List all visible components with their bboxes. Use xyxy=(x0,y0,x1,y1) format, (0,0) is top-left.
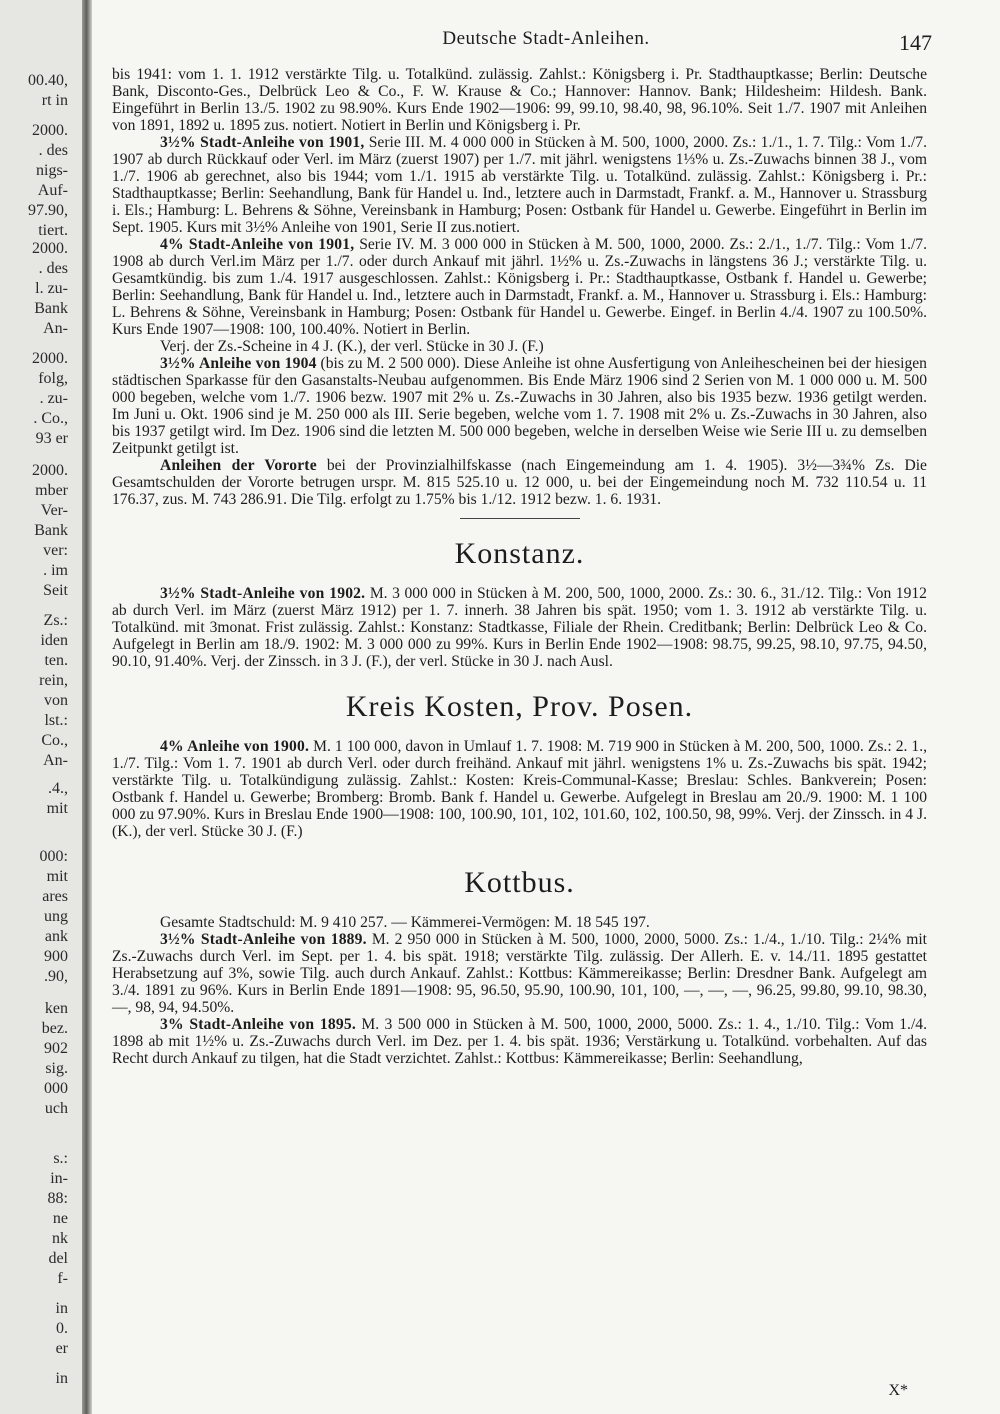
loan-entry-paragraph xyxy=(112,457,927,508)
gutter-text-fragment: . im xyxy=(43,562,68,579)
loan-title: 3½% Anleihe von 1904 xyxy=(160,355,317,372)
gutter-text-fragment: 000 xyxy=(44,1080,68,1097)
loan-title: 4% Anleihe von 1900. xyxy=(160,738,310,755)
gutter-text-fragment: er xyxy=(55,1340,68,1357)
gutter-text-fragment: mit xyxy=(46,800,68,817)
gutter-text-fragment: 902 xyxy=(44,1040,68,1057)
gutter-text-fragment: .4., xyxy=(48,780,68,797)
gutter-text-fragment: Bank xyxy=(34,300,68,317)
loan-entry-text: M. 1 100 000, davon in Umlauf 1. 7. 1908: M. 719 900 in Stücken à M. 200, 500, 1000. Zs.: 2. 1., 1./7. Tilg.: Vom 1. 7. 1901 ab durch Verl. oder durch freihänd. Ankauf mit jährl. wenigstens 1% u. Zs.-Zuwachs bis spät. 1942; verstärkte Tilg. u. Totalkündigung zulässig. Zahlst.: Kosten: Kreis-Communal-Kasse; Breslau: Schles. Bankverein; Posen: Ostbank f. Handel u. Gewerbe; Bromberg: Bromb. Bank f. Handel u. Gewerbe. Aufgelegt in Breslau am 20./9. 1900: M. 1 100 000 zu 97.90%. Kurs in Breslau Ende 1900—1908: 100, 100.90, 101, 102, 101.60, 102, 100.50, 98, 99%. Verj. der Zinssch. in 4 J. (K.), der verl. Stücke 30 J. (F.) xyxy=(112,738,928,840)
loan-entry-text: (bis zu M. 2 500 000). Diese Anleihe ist ohne Ausfertigung von Anleihescheinen bei der hiesigen städtischen Sparkasse für den Gasanstalts-Neubau aufgenommen. Bis Ende März 1906 sind 2 Serien von M. 1 000 000 u. M. 500 000 begeben, welche vom 1./7. 1906 bezw. 1907 mit 2% u. Zs.-Zuwachs in 30 Jahren, also bis 1935 bezw. 1936 getilgt werden. Im Juni u. Okt. 1906 sind je M. 250 000 als III. Serie begeben, welche vom 1. 7. 1908 mit 2% u. Zs.-Zuwachs in 30 Jahren, also bis 1937 getilgt wird. Im Dez. 1906 sind die letzten M. 500 000 begeben, welche in derselben Weise wie Serie III u. zu demselben Zeitpunkt getilgt ist. xyxy=(112,355,927,457)
gutter-text-fragment: in xyxy=(55,1300,68,1317)
loan-entry-text: bis 1941: vom 1. 1. 1912 verstärkte Tilg. u. Totalkünd. zulässig. Zahlst.: Königsberg i. Pr. Stadthauptkasse; Berlin: Deutsche Bank, Disconto-Ges., Delbrück Leo & Co., F. W. Krause & Co.; Hannover: Hannov. Bank; Hildesheim: Hildesh. Bank. Eingeführt in Berlin 13./5. 1902 zu 98.90%. Kurs Ende 1902—1906: 99, 99.10, 98.40, 98, 96.10%. Seit 1./7. 1907 mit Anleihen von 1891, 1892 u. 1895 zus. notiert. Notiert in Berlin und Königsberg i. Pr. xyxy=(112,66,927,134)
gutter-text-fragment: ne xyxy=(52,1210,68,1227)
loan-title: 3% Stadt-Anleihe von 1895. xyxy=(160,1016,356,1033)
gutter-text-fragment: mber xyxy=(35,482,68,499)
gutter-text-fragment: lst.: xyxy=(44,712,68,729)
loan-entry-text: Serie III. M. 4 000 000 in Stücken à M. 500, 1000, 2000. Zs.: 1./1., 1. 7. Tilg.: Vom 1./7. 1907 ab durch Rückkauf oder Verl. im März (zuerst 1907) per 1./7. mit jährl. wenigstens 1⅓% u. Zs.-Zuwachs binnen 38 J., vom 1./7. 1906 ab gerechnet, also bis 1944; vom 1./1. 1915 ab verstärkte Tilg. u. Totalkünd. zulässig. Zahlst.: Königsberg i. Pr.: Stadthauptkasse; Berlin: Seehandlung, Bank für Handel u. Ind., letztere auch in Darmstadt, Frankf. a. M., Hannover u. Strassburg i. Els.; Hamburg: L. Behrens & Söhne, Vereinsbank in Hamburg; Posen: Ostbank für Handel u. Gewerbe. Eingeführt in Berlin im Sept. 1905. Kurs mit 3½% Anleihe von 1901, Serie II zus.notiert. xyxy=(112,134,927,236)
gutter-text-fragment: nigs- xyxy=(36,162,68,179)
gutter-text-fragment: tiert. xyxy=(38,222,68,239)
gutter-text-fragment: ver: xyxy=(43,542,68,559)
gutter-text-fragment: l. zu- xyxy=(35,280,68,297)
gutter-text-fragment: in- xyxy=(50,1170,68,1187)
gutter-text-fragment: Zs.: xyxy=(43,612,68,629)
gutter-text-fragment: s.: xyxy=(53,1150,68,1167)
gutter-text-fragment: rein, xyxy=(39,672,68,689)
loan-title: 3½% Stadt-Anleihe von 1901, xyxy=(160,134,365,151)
gutter-text-fragment: 2000. xyxy=(32,462,68,479)
gutter-text-fragment: 00.40, xyxy=(28,72,68,89)
loan-entry-text: Verj. der Zs.-Scheine in 4 J. (K.), der verl. Stücke in 30 J. (F.) xyxy=(160,338,544,355)
gutter-text-fragment: sig. xyxy=(45,1060,68,1077)
section-heading: Konstanz. xyxy=(454,537,585,570)
gutter-text-fragment: 2000. xyxy=(32,350,68,367)
gutter-text-fragment: iden xyxy=(40,632,68,649)
loan-title: 3½% Stadt-Anleihe von 1889. xyxy=(160,931,367,948)
gutter-text-fragment: von xyxy=(44,692,68,709)
loan-entry-paragraph xyxy=(112,1016,927,1067)
loan-title: 4% Stadt-Anleihe von 1901, xyxy=(160,236,355,253)
loan-entry-paragraph xyxy=(112,236,927,338)
loan-entry-paragraph xyxy=(112,66,927,134)
gutter-text-fragment: in xyxy=(55,1370,68,1387)
loan-entry-text: bei der Provinzialhilfskasse (nach Eingemeindung am 1. 4. 1905). 3½—3¾% Zs. Die Gesamtschulden der Vororte betrugen urspr. M. 815 525.10 u. 12 000, u. bei der Eingemeindung noch M. 732 110.54 u. 11 176.37, zus. M. 743 286.91. Die Tilg. erfolgt zu 1.75% bis 1./12. 1912 bezw. 1. 6. 1931. xyxy=(112,457,927,508)
gutter-text-fragment: Co., xyxy=(41,732,68,749)
loan-entry-paragraph xyxy=(112,585,927,670)
loan-entry-text: M. 3 500 000 in Stücken à M. 500, 1000, 2000, 5000. Zs.: 1. 4., 1./10. Tilg.: Vom 1./4. 1898 ab mit 1½% u. Zs.-Zuwachs durch Verl. im Dez. per 1. 4. bis spät. 1936; Verstärkung u. Totalkünd. vorbehalten. Auf das Recht durch Ankauf zu tilgen, hat die Stadt verzichtet. Zahlst.: Kottbus: Kämmereikasse; Berlin: Seehandlung, xyxy=(112,1016,927,1067)
gutter-text-fragment: 88: xyxy=(47,1190,68,1207)
gutter-text-fragment: del xyxy=(48,1250,68,1267)
gutter-text-fragment: 0. xyxy=(56,1320,68,1337)
gutter-text-fragment: ken xyxy=(44,1000,68,1017)
gutter-text-fragment: 97.90, xyxy=(28,202,68,219)
gutter-text-fragment: . Co., xyxy=(33,410,68,427)
gutter-text-fragment: 900 xyxy=(44,948,68,965)
gutter-text-fragment: uch xyxy=(44,1100,68,1117)
page-body xyxy=(112,66,927,1067)
loan-title: 3½% Stadt-Anleihe von 1902. xyxy=(160,585,366,602)
section-heading: Kottbus. xyxy=(464,866,575,899)
loan-entry-text: M. 2 950 000 in Stücken à M. 500, 1000, 2000, 5000. Zs.: 1./4., 1./10. Tilg.: 2¼% mit Zs.-Zuwachs durch Verl. im Sept. per 1. 4. bis spät. 1918; verstärkte Tilg. zulässig. Der Allerh. E. v. 14./11. 1895 gestattet Herabsetzung auf 3%, sowie Tilg. auch durch Ankauf. Zahlst.: Kottbus: Kämmereikasse; Berlin: Dresdner Bank. Aufgelegt am 3./4. 1891 zu 96%. Kurs in Berlin Ende 1891—1908: 95, 96.50, 95.90, 100.90, 101, 100, —, —, —, 96.25, 99.80, 99.10, 98.30, —, 98, 94, 94.50%. xyxy=(112,931,927,1016)
loan-entry-text: M. 3 000 000 in Stücken à M. 200, 500, 1000, 2000. Zs.: 30. 6., 31./12. Tilg.: Von 1912 ab durch Verl. im März (zuerst März 1912) per 1. 7. innerh. 38 Jahren bis spät. 1950; vom 1. 3. 1912 ab verstärkte Tilg. u. Totalkünd. mit 3monat. Frist zulässig. Zahlst.: Konstanz: Stadtkasse, Filiale der Rhein. Creditbank; Berlin: Delbrück Leo & Co. Aufgelegt in Berlin am 18./9. 1902: M. 3 000 000 zu 99%. Kurs in Berlin Ende 1902—1908: 98.75, 99.25, 98.10, 97.75, 94.50, 90.10, 91.40%. Verj. der Zinssch. in 3 J. (F.), der verl. Stücke in 30 J. nach Ausl. xyxy=(112,585,927,670)
running-head: Deutsche Stadt-Anleihen. xyxy=(442,28,650,49)
gutter-text-fragment: 2000. xyxy=(32,240,68,257)
gutter-text-fragment: ank xyxy=(44,928,68,945)
gutter-text-fragment: . des xyxy=(38,260,68,277)
gutter-text-fragment: bez. xyxy=(41,1020,68,1037)
gutter-text-fragment: An- xyxy=(43,320,68,337)
gutter-text-fragment: . zu- xyxy=(39,390,68,407)
loan-title: Anleihen der Vororte xyxy=(160,457,317,474)
page-fold-shadow xyxy=(82,0,92,1414)
section-divider xyxy=(460,518,580,519)
gutter-text-fragment: 000: xyxy=(39,848,68,865)
page-number: 147 xyxy=(899,30,932,55)
gutter-text-fragment: ten. xyxy=(44,652,68,669)
gutter-text-fragment: 93 er xyxy=(35,430,68,447)
gutter-text-fragment: An- xyxy=(43,752,68,769)
gutter-text-fragment: Ver- xyxy=(40,502,68,519)
loan-entry-paragraph xyxy=(112,931,927,1016)
gutter-text-fragment: nk xyxy=(52,1230,68,1247)
loan-entry-paragraph xyxy=(112,914,927,931)
document-page xyxy=(92,0,1000,1414)
gutter-text-fragment: ung xyxy=(44,908,68,925)
gutter-text-fragment: . des xyxy=(38,142,68,159)
signature-mark: X* xyxy=(888,1382,908,1399)
gutter-text-fragment: folg, xyxy=(38,370,68,387)
loan-entry-paragraph xyxy=(112,738,927,840)
gutter-text-fragment: Bank xyxy=(34,522,68,539)
loan-entry-paragraph xyxy=(112,338,927,355)
gutter-text-fragment: Seit xyxy=(43,582,68,599)
loan-entry-text: Serie IV. M. 3 000 000 in Stücken à M. 500, 1000, 2000. Zs.: 2./1., 1./7. Tilg.: Vom 1./7. 1908 ab durch Verl.im März per 1./7. oder durch Ankauf mit jährl. 1½% u. Zs.-Zuwachs in längstens 36 J.; verstärkte Tilg. u. Gesamtkündig. bis zum 1./4. 1917 ausgeschlossen. Zahlst.: Königsberg i. Pr.: Stadthauptkasse, Ostbank f. Handel u. Gewerbe; Berlin: Seehandlung, Bank für Handel u. Ind., letztere auch in Darmstadt, Frankf. a. M., Hannover u. Strassburg i. Els.: Hamburg: L. Behrens & Söhne, Vereinsbank in Hamburg; Posen: Ostbank für Handel u. Gewerbe. Eingef. in Berlin 4./4. 1907 zu 100.50%. Kurs Ende 1907—1908: 100, 100.40%. Notiert in Berlin. xyxy=(112,236,927,338)
gutter-text-fragment: mit xyxy=(46,868,68,885)
loan-entry-paragraph xyxy=(112,134,927,236)
gutter-text-fragment: f- xyxy=(57,1270,68,1287)
section-heading: Kreis Kosten, Prov. Posen. xyxy=(345,690,694,723)
gutter-text-fragment: Auf- xyxy=(37,182,68,199)
gutter-text-fragment: 2000. xyxy=(32,122,68,139)
adjacent-page-gutter xyxy=(0,0,82,1414)
gutter-text-fragment: ares xyxy=(42,888,68,905)
gutter-text-fragment: rt in xyxy=(41,92,68,109)
loan-entry-paragraph xyxy=(112,355,927,457)
gutter-text-fragment: .90, xyxy=(44,968,68,985)
loan-entry-text: Gesamte Stadtschuld: M. 9 410 257. — Kämmerei-Vermögen: M. 18 545 197. xyxy=(160,914,650,931)
